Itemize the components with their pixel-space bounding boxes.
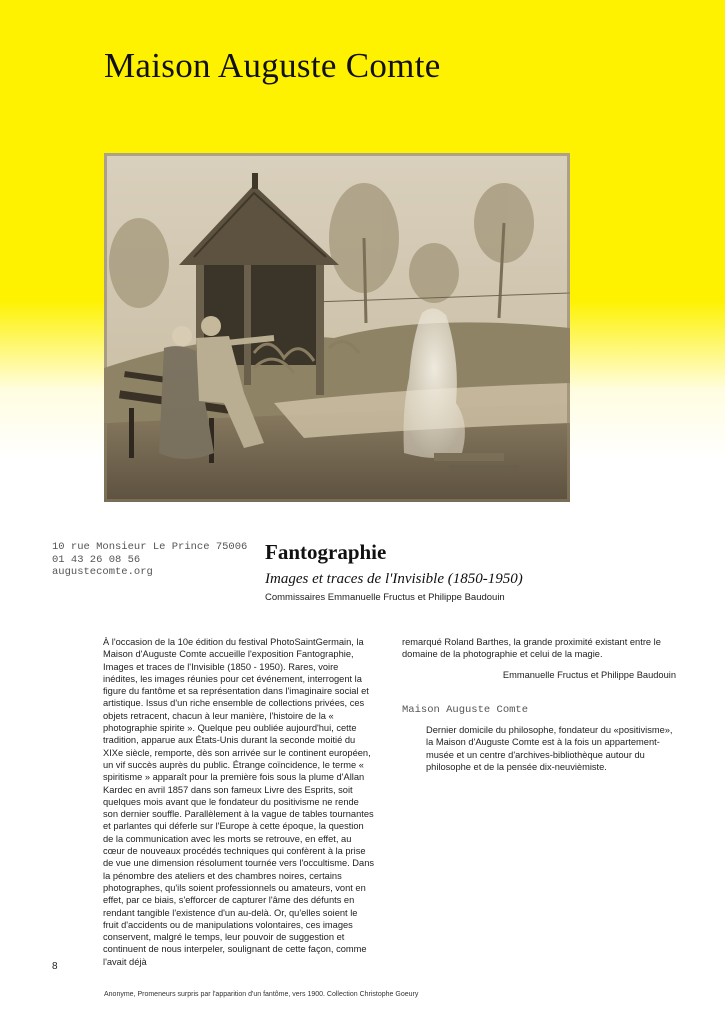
continued-text: remarqué Roland Barthes, la grande proximité existant entre le domaine de la photographie et celui de la magie. [402,637,661,660]
ghost-photograph-illustration [104,153,570,502]
contact-block [52,541,247,579]
venue-box-title: Maison Auguste Comte [402,704,529,716]
photo-caption: Anonyme, Promeneurs surpris par l'apparition d'un fantôme, vers 1900. Collection Christophe Goeury [104,991,419,998]
phone-number: 01 43 26 08 56 [52,553,141,566]
signature: Emmanuelle Fructus et Philippe Baudouin [502,669,676,680]
website-link[interactable]: augustecomte.org [52,566,153,578]
exhibition-subtitle: Images et traces de l'Invisible (1850-1950) [265,571,523,587]
curators-line: Commissaires Emmanuelle Fructus et Philippe Baudouin [265,592,505,603]
page-number: 8 [52,961,58,972]
ghost-photograph [104,153,570,502]
venue-title: Maison Auguste Comte [104,46,441,85]
exhibition-title: Fantographie [265,540,387,564]
venue-box-text: Dernier domicile du philosophe, fondateur du «positivisme», la Maison d'Auguste Comte est à la fois un appartement-musée et un centre d'archives-bibliothèque autour du philosophe et de la pensée dix-neuvièmiste. [426,725,673,772]
main-text-column [103,636,375,968]
main-text: À l'occasion de la 10e édition du festival PhotoSaintGermain, la Maison d'Auguste Comte accueille l'exposition Fantographie, Images et traces de l'Invisible (1850 - 1950). Rares, voire inédites, les images réunies pour cet événement, interrogent la figure du fantôme et sa représentation dans l'imaginaire social et artistique. Issus d'un riche ensemble de collections privées, ces objets retracent, chacun à leur manière, l'histoire de la « photographie spirite ». Quelque peu oubliée aujourd'hui, cette tradition, apparue aux États-Unis durant la seconde moitié du XIXe siècle, remporte, dès son arrivée sur le continent européen, un vif succès auprès du public. Étrange coïncidence, le terme « spiritisme » apparaît pour la première fois sous la plume d'Allan Kardec en avril 1857 dans son fameux Livre des Esprits, soit quelques mois avant que le fondateur du positivisme ne rende son dernier souffle. Parallèlement à la vague de tables tournantes et parlantes qui déferle sur l'Europe à cette époque, la question de la communication avec les morts se retrouve, en effet, au cœur de nouveaux procédés techniques qui confèrent à la prise de vue une dimension résolument tournée vers l'occultisme. Dans la pénombre des ateliers et des chambres noires, certains photographes, qu'ils soient professionnels ou amateurs, vont en effet, par ce biais, s'efforcer de capturer l'âme des défunts en rendant tangible l'existence d'un au-delà. Or, qu'elles soient le fruit d'accidents ou de manipulations volontaires, ces images conservent, malgré le temps, leur pouvoir de suggestion et continuent de nous interpeler, soulignant de cette façon, comme l'avait déjà [103,637,375,967]
address: 10 rue Monsieur Le Prince 75006 [52,541,248,553]
second-text-column [402,636,676,681]
